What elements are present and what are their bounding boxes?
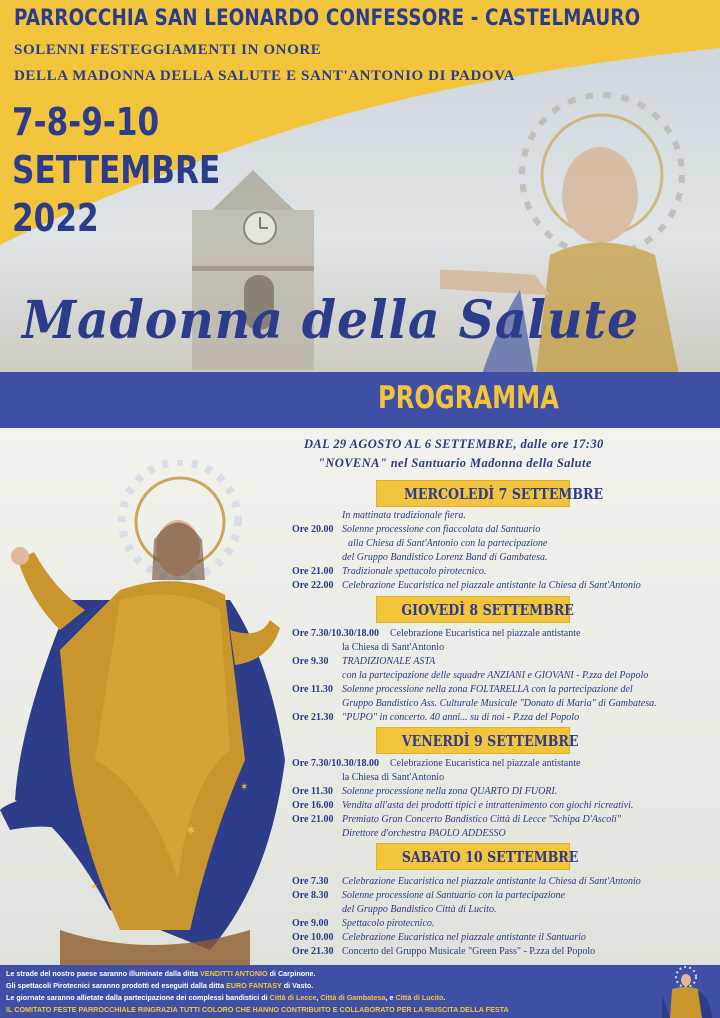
event-text: Gruppo Bandistico Ass. Culturale Musicale "Donato di Maria" di Gambatesa. bbox=[342, 698, 657, 709]
event-text: "PUPO" in concerto. 40 anni... su di noi - P.zza del Popolo bbox=[342, 712, 580, 723]
event-text: Celebrazione Eucaristica nel piazzale antistante la Chiesa di Sant'Antonio bbox=[342, 580, 641, 591]
event-text: In mattinata tradizionale fiera. bbox=[342, 510, 466, 521]
event-text: Solenne processione nella zona QUARTO DI FUORI. bbox=[342, 786, 558, 797]
main-title: Madonna della Salute bbox=[22, 290, 639, 351]
svg-text:✶: ✶ bbox=[185, 824, 197, 839]
footer-line-lights: Le strade del nostro paese saranno illuminate dalla ditta VENDITTI ANTONIO di Carpinone. bbox=[6, 969, 316, 978]
event-time: Ore 21.00 bbox=[292, 566, 334, 577]
day-header-saturday: SABATO 10 SETTEMBRE bbox=[376, 843, 570, 870]
event-text: Celebrazione Eucaristica nel piazzale antistante bbox=[390, 628, 581, 639]
event-text: Tradizionale spettacolo pirotecnico. bbox=[342, 566, 487, 577]
header-subtitle-2: DELLA MADONNA DELLA SALUTE E SANT'ANTONIO DI PADOVA bbox=[14, 68, 516, 84]
event-text: Celebrazione Eucaristica nel piazzale antistante bbox=[390, 758, 581, 769]
event-text: alla Chiesa di Sant'Antonio con la partecipazione bbox=[348, 538, 548, 549]
programma-band bbox=[0, 372, 720, 428]
event-time: Ore 22.00 bbox=[292, 580, 334, 591]
event-text: Celebrazione Eucaristica nel piazzale antistante il Santuario bbox=[342, 932, 586, 943]
event-text: Solenne processione nella zona FOLTARELLA con la partecipazione del bbox=[342, 684, 633, 695]
footer-band bbox=[0, 965, 720, 1018]
svg-text:✶: ✶ bbox=[240, 782, 249, 793]
event-text: Concerto del Gruppo Musicale "Green Pass" - P.zza del Popolo bbox=[342, 946, 596, 957]
header-title: PARROCCHIA SAN LEONARDO CONFESSORE - CASTELMAURO bbox=[14, 6, 641, 31]
novena-location: "NOVENA" nel Santuario Madonna della Salute bbox=[318, 456, 592, 470]
event-time: Ore 7.30/10.30/18.00 bbox=[292, 758, 380, 769]
event-text: Premiato Gran Concerto Bandistico Città di Lecce "Schipa D'Ascoli" bbox=[342, 814, 622, 825]
event-time: Ore 9.30 bbox=[292, 656, 329, 667]
event-text: Celebrazione Eucaristica nel piazzale antistante la Chiesa di Sant'Antonio bbox=[342, 876, 641, 887]
event-text: con la partecipazione delle squadre ANZIANI e GIOVANI - P.zza del Popolo bbox=[342, 670, 649, 681]
event-time: Ore 21.30 bbox=[292, 946, 334, 957]
event-time: Ore 8.30 bbox=[292, 890, 329, 901]
day-header-wednesday: MERCOLEDÌ 7 SETTEMBRE bbox=[376, 480, 570, 507]
event-time: Ore 21.00 bbox=[292, 814, 334, 825]
event-text: Solenne processione al Santuario con la partecipazione bbox=[342, 890, 565, 901]
madonna-statue-large-image bbox=[0, 460, 300, 970]
footer-thanks: IL COMITATO FESTE PARROCCHIALE RINGRAZIA TUTTI COLORO CHE HANNO CONTRIBUITO E COLLABORATO PER LA RIUSCITA DELLA FESTA bbox=[6, 1005, 509, 1014]
event-text: la Chiesa di Sant'Antonio bbox=[342, 772, 445, 783]
event-month: SETTEMBRE bbox=[12, 148, 221, 192]
day-header-friday: VENERDÌ 9 SETTEMBRE bbox=[376, 727, 570, 754]
event-text: Vendita all'asta dei prodotti tipici e intrattenimento con giochi ricreativi. bbox=[342, 800, 634, 811]
event-time: Ore 7.30/10.30/18.00 bbox=[292, 628, 380, 639]
novena-dates: DAL 29 AGOSTO AL 6 SETTEMBRE, dalle ore 17:30 bbox=[304, 437, 604, 451]
event-text: del Gruppo Bandistico Città di Lucito. bbox=[342, 904, 497, 915]
footer-statue-image bbox=[632, 965, 720, 1018]
event-text: TRADIZIONALE ASTA bbox=[342, 656, 436, 667]
event-time: Ore 11.30 bbox=[292, 786, 333, 797]
day-header-thursday: GIOVEDÌ 8 SETTEMBRE bbox=[376, 596, 570, 623]
programma-label: PROGRAMMA bbox=[378, 380, 559, 416]
event-time: Ore 21.30 bbox=[292, 712, 334, 723]
event-time: Ore 11.30 bbox=[292, 684, 333, 695]
event-time: Ore 20.00 bbox=[292, 524, 334, 535]
event-time: Ore 9.00 bbox=[292, 918, 329, 929]
event-time: Ore 10.00 bbox=[292, 932, 334, 943]
event-text: Spettacolo pirotecnico. bbox=[342, 918, 435, 929]
event-text: la Chiesa di Sant'Antonio bbox=[342, 642, 445, 653]
footer-line-bands: Le giornate saranno allietate dalla partecipazione dei complessi bandistici di Città di Lecce, Città di Gambatesa, e Città di Lucito. bbox=[6, 993, 446, 1002]
event-year: 2022 bbox=[12, 196, 99, 240]
event-dates: 7-8-9-10 bbox=[12, 100, 160, 144]
event-text: Solenne processione con fiaccolata dal Santuario bbox=[342, 524, 541, 535]
event-time: Ore 16.00 bbox=[292, 800, 334, 811]
footer-line-fireworks: Gli spettacoli Pirotecnici saranno prodotti ed eseguiti dalla ditta EURO FANTASY di Vasto. bbox=[6, 981, 314, 990]
event-text: Direttore d'orchestra PAOLO ADDESSO bbox=[342, 828, 506, 839]
event-time: Ore 7.30 bbox=[292, 876, 329, 887]
header-subtitle-1: SOLENNI FESTEGGIAMENTI IN ONORE bbox=[14, 42, 322, 58]
svg-text:✶: ✶ bbox=[90, 882, 99, 893]
event-text: del Gruppo Bandistico Lorenz Band di Gambatesa. bbox=[342, 552, 548, 563]
